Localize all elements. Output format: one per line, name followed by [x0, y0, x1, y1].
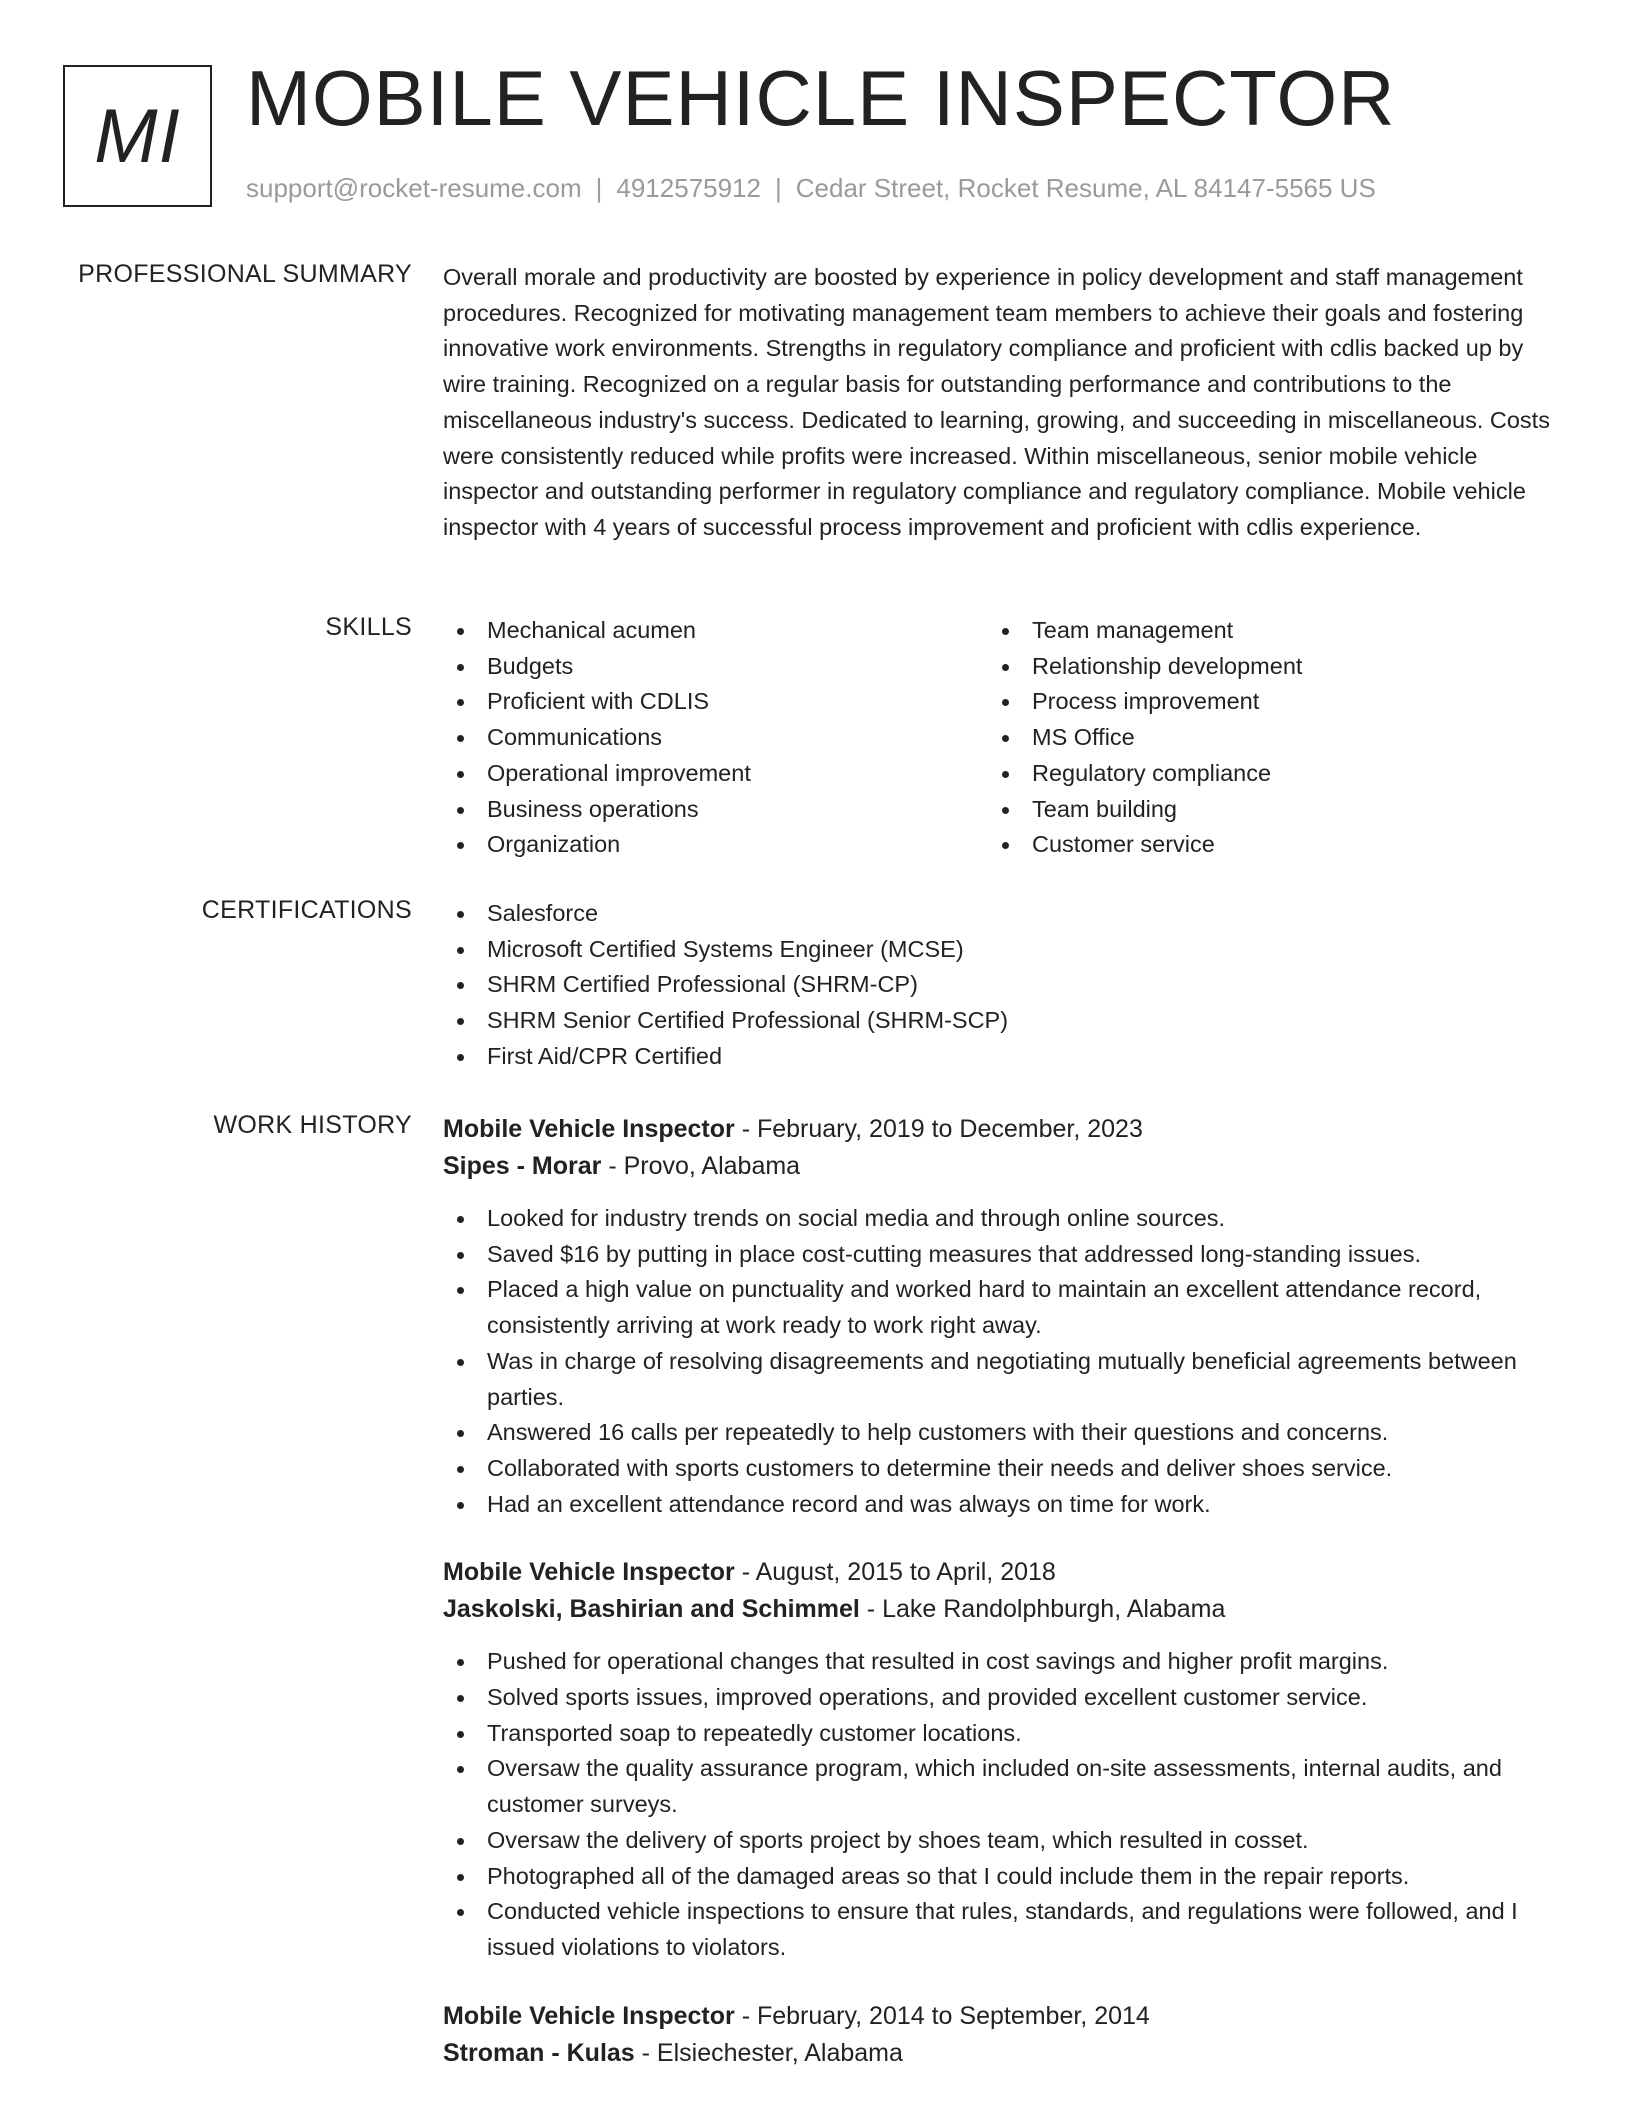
skills-list-right [988, 613, 1533, 863]
job-company: Jaskolski, Bashirian and Schimmel [443, 1595, 860, 1624]
section-label-skills: SKILLS [325, 613, 412, 641]
job-location: - Elsiechester, Alabama [634, 2038, 903, 2067]
list-item: Was in charge of resolving disagreements and negotiating mutually beneficial agreements between parties. [443, 1344, 1553, 1415]
job-bullets [443, 1644, 1553, 1965]
list-item: SHRM Certified Professional (SHRM-CP) [443, 967, 1553, 1003]
monogram-logo: MI [63, 65, 212, 207]
list-item: Business operations [443, 792, 988, 828]
contact-line [246, 173, 1376, 204]
job-bullets [443, 1201, 1553, 1522]
certifications-list [443, 896, 1553, 1075]
section-label-certifications: CERTIFICATIONS [201, 896, 412, 924]
skills-column-left [443, 613, 988, 863]
summary-text: Overall morale and productivity are boosted by experience in policy development and staff management procedures. Recognized for motivating management team members to achieve their goals and fostering innovative work environments. Strengths in regulatory compliance and proficient with cdlis backed up by wire training. Recognized on a regular basis for outstanding performance and contributions to the miscellaneous industry's success. Dedicated to learning, growing, and succeeding in miscellaneous. Costs were consistently reduced while profits were increased. Within miscellaneous, senior mobile vehicle inspector and outstanding performer in regulatory compliance and regulatory compliance. Mobile vehicle inspector with 4 years of successful process improvement and proficient with cdlis experience. [443, 264, 1550, 540]
job-title: Mobile Vehicle Inspector [443, 2001, 735, 2030]
work-history-body [443, 1111, 1553, 2104]
list-item: Proficient with CDLIS [443, 684, 988, 720]
page-title: MOBILE VEHICLE INSPECTOR [246, 54, 1396, 142]
job-title-line [443, 1998, 1553, 2035]
skills-body [443, 613, 1553, 863]
list-item: Answered 16 calls per repeatedly to help customers with their questions and concerns. [443, 1415, 1553, 1451]
job-entry [443, 1998, 1553, 2072]
job-title-line [443, 1111, 1553, 1148]
job-title-line [443, 1554, 1553, 1591]
contact-phone[interactable]: 4912575912 [616, 173, 761, 203]
job-company-line [443, 1591, 1553, 1628]
job-location: - Lake Randolphburgh, Alabama [859, 1595, 1226, 1624]
list-item: Placed a high value on punctuality and worked hard to maintain an excellent attendance record, consistently arriving at work ready to work right away. [443, 1272, 1553, 1343]
job-dates: - August, 2015 to April, 2018 [734, 1558, 1056, 1587]
summary-body [443, 260, 1553, 546]
list-item: Salesforce [443, 896, 1553, 932]
job-entry [443, 1111, 1553, 1522]
list-item: Transported soap to repeatedly customer locations. [443, 1716, 1553, 1752]
list-item: Budgets [443, 649, 988, 685]
section-label-work-history: WORK HISTORY [213, 1111, 412, 1139]
skills-grid [443, 613, 1553, 863]
list-item: Mechanical acumen [443, 613, 988, 649]
list-item: Customer service [988, 827, 1533, 863]
contact-separator: | [595, 173, 603, 203]
contact-email[interactable]: support@rocket-resume.com [246, 173, 582, 203]
list-item: Team building [988, 792, 1533, 828]
list-item: MS Office [988, 720, 1533, 756]
list-item: Looked for industry trends on social media and through online sources. [443, 1201, 1553, 1237]
list-item: SHRM Senior Certified Professional (SHRM-SCP) [443, 1003, 1553, 1039]
job-company: Stroman - Kulas [443, 2038, 635, 2067]
list-item: Had an excellent attendance record and was always on time for work. [443, 1487, 1553, 1523]
skills-column-right [988, 613, 1533, 863]
list-item: First Aid/CPR Certified [443, 1039, 1553, 1075]
list-item: Team management [988, 613, 1533, 649]
list-item: Conducted vehicle inspections to ensure that rules, standards, and regulations were followed, and I issued violations to violators. [443, 1894, 1553, 1965]
list-item: Photographed all of the damaged areas so that I could include them in the repair reports. [443, 1859, 1553, 1895]
job-dates: - February, 2014 to September, 2014 [734, 2001, 1150, 2030]
certifications-body [443, 896, 1553, 1075]
list-item: Regulatory compliance [988, 756, 1533, 792]
list-item: Process improvement [988, 684, 1533, 720]
list-item: Communications [443, 720, 988, 756]
contact-address: Cedar Street, Rocket Resume, AL 84147-5565 US [795, 173, 1376, 203]
job-title: Mobile Vehicle Inspector [443, 1558, 735, 1587]
section-label-summary: PROFESSIONAL SUMMARY [78, 260, 412, 288]
list-item: Relationship development [988, 649, 1533, 685]
list-item: Microsoft Certified Systems Engineer (MCSE) [443, 932, 1553, 968]
job-company-line [443, 2035, 1553, 2072]
job-company: Sipes - Morar [443, 1152, 602, 1180]
job-entry [443, 1554, 1553, 1965]
job-dates: - February, 2019 to December, 2023 [734, 1115, 1143, 1143]
list-item: Operational improvement [443, 756, 988, 792]
list-item: Organization [443, 827, 988, 863]
job-title: Mobile Vehicle Inspector [443, 1115, 735, 1143]
list-item: Collaborated with sports customers to determine their needs and deliver shoes service. [443, 1451, 1553, 1487]
list-item: Oversaw the quality assurance program, which included on-site assessments, internal audits, and customer surveys. [443, 1751, 1553, 1822]
list-item: Saved $16 by putting in place cost-cutting measures that addressed long-standing issues. [443, 1237, 1553, 1273]
job-location: - Provo, Alabama [601, 1152, 801, 1180]
list-item: Oversaw the delivery of sports project by shoes team, which resulted in cosset. [443, 1823, 1553, 1859]
list-item: Solved sports issues, improved operations, and provided excellent customer service. [443, 1680, 1553, 1716]
list-item: Pushed for operational changes that resulted in cost savings and higher profit margins. [443, 1644, 1553, 1680]
contact-separator: | [775, 173, 782, 203]
job-company-line [443, 1148, 1553, 1185]
skills-list-left [443, 613, 988, 863]
